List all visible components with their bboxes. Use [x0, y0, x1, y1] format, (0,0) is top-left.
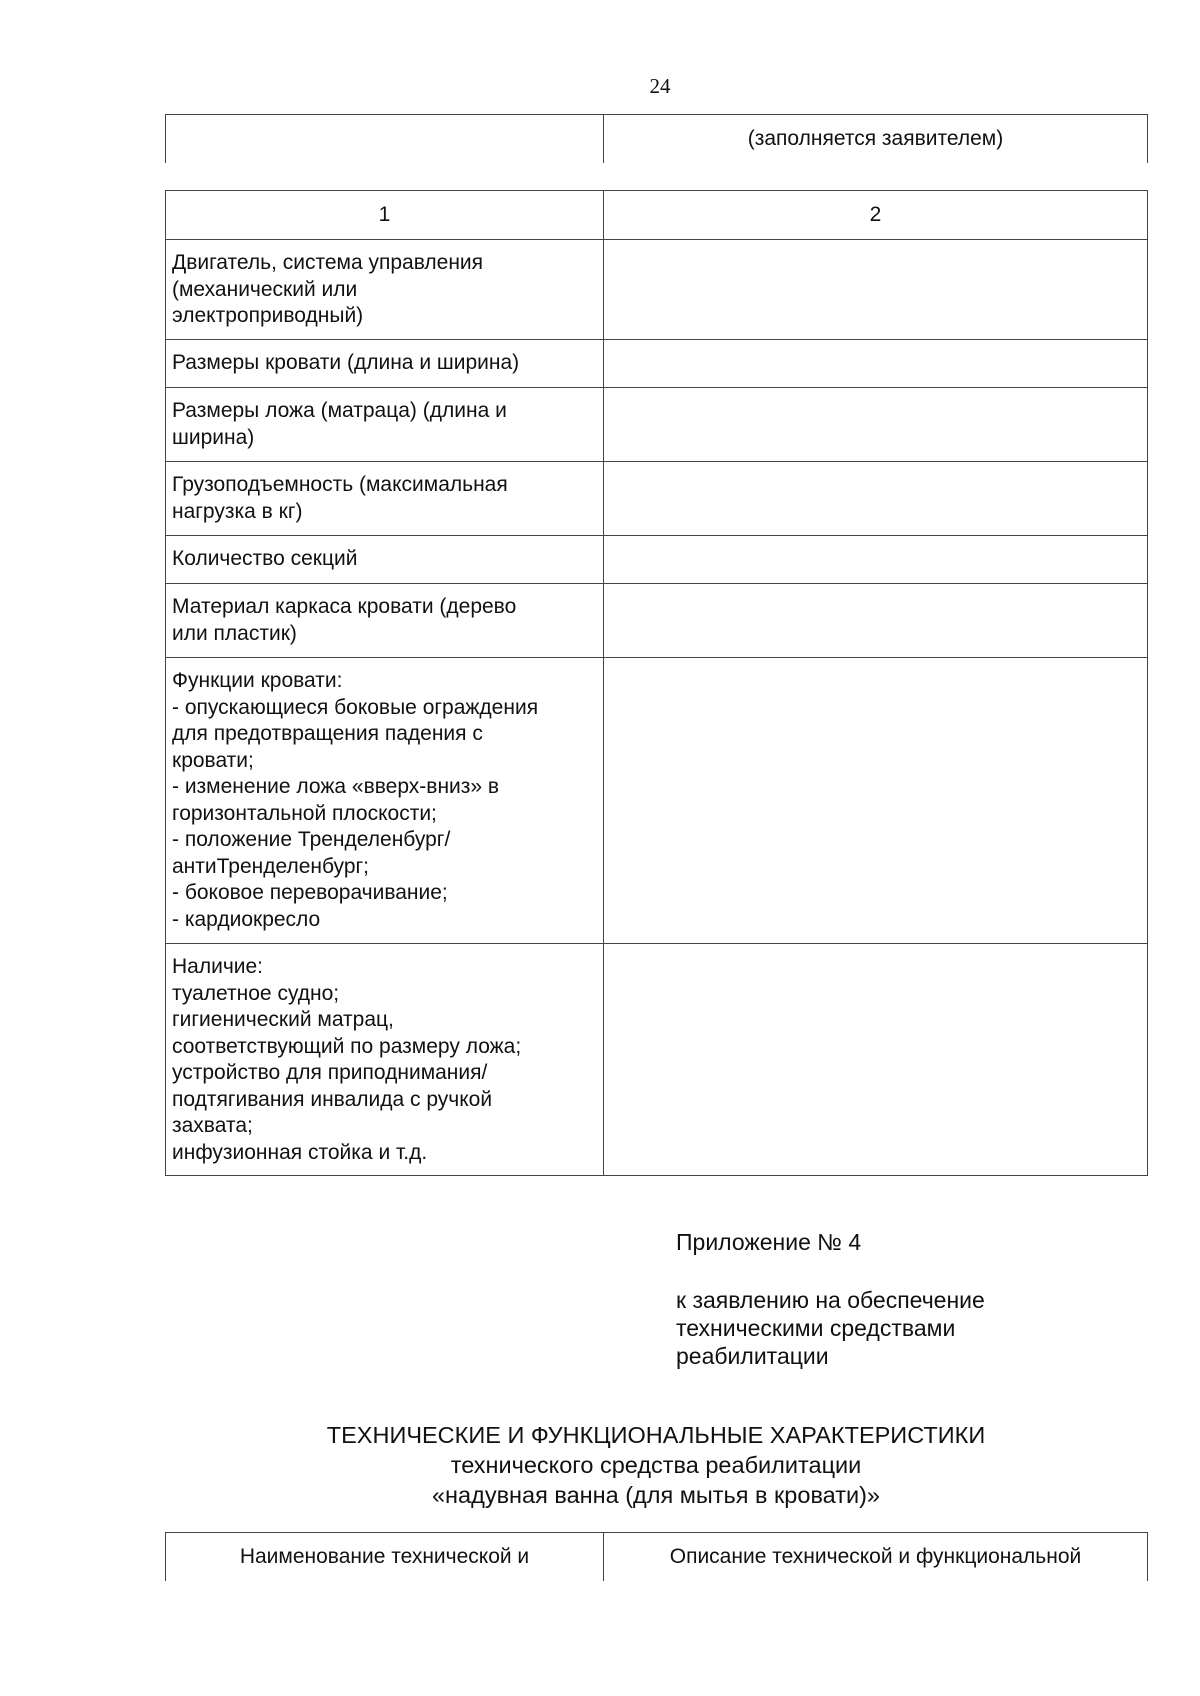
param-line: ширина) — [172, 425, 255, 449]
spec-heading — [165, 1420, 1147, 1510]
spec-heading-line: технического средства реабилитации — [450, 1452, 862, 1478]
table-row — [166, 240, 1148, 340]
table-header-row — [166, 191, 1148, 240]
list-item: антиТренделенбург; — [172, 854, 369, 878]
annex-subtitle-line: реабилитации — [676, 1343, 829, 1369]
continuation-right-cell: (заполняется заявителем) — [604, 115, 1148, 164]
param-line: электроприводный) — [172, 304, 364, 327]
availability-list — [172, 954, 597, 1166]
list-item: для предотвращения падения с — [172, 722, 483, 745]
param-cell-bed-size — [166, 340, 604, 388]
page-number: 24 — [649, 74, 671, 98]
value-cell — [604, 388, 1148, 462]
annex-subtitle-line: к заявлению на обеспечение — [676, 1287, 985, 1313]
list-item: туалетное судно; — [172, 981, 340, 1005]
list-item: инфузионная стойка и т.д. — [172, 1140, 428, 1164]
table-row — [166, 340, 1148, 388]
spec-table-header-row — [166, 1533, 1148, 1582]
list-item: горизонтальной плоскости; — [172, 801, 437, 825]
functions-list — [172, 668, 597, 933]
param-line: (механический или — [172, 277, 358, 301]
value-cell — [604, 536, 1148, 584]
list-item: захвата; — [172, 1114, 253, 1137]
list-item: - положение Тренделенбург/ — [172, 828, 451, 851]
param-line: Размеры кровати (длина и ширина) — [172, 351, 520, 374]
param-line: Грузоподъемность (максимальная — [172, 473, 508, 496]
value-cell — [604, 340, 1148, 388]
list-item: кровати; — [172, 748, 254, 772]
value-cell — [604, 462, 1148, 536]
characteristics-table — [165, 190, 1148, 1176]
param-cell-load-capacity — [166, 462, 604, 536]
table-row — [166, 584, 1148, 658]
list-item: гигиенический матрац, — [172, 1008, 394, 1031]
list-item: Наличие: — [172, 955, 264, 978]
param-line: Количество секций — [172, 547, 358, 570]
list-item: - опускающиеся боковые ограждения — [172, 695, 539, 719]
value-cell — [604, 944, 1148, 1176]
list-item: - боковое переворачивание; — [172, 881, 448, 904]
spec-heading-line: «надувная ванна (для мытья в кровати)» — [431, 1482, 880, 1508]
table-row — [166, 462, 1148, 536]
value-cell — [604, 584, 1148, 658]
list-item: подтягивания инвалида с ручкой — [172, 1087, 493, 1111]
value-cell — [604, 240, 1148, 340]
annex-subtitle-line: техническими средствами — [676, 1315, 956, 1341]
list-item: - кардиокресло — [172, 907, 321, 931]
param-line: Размеры ложа (матраца) (длина и — [172, 399, 507, 422]
column-number-2: 2 — [604, 191, 1148, 240]
column-header-name: Наименование технической и — [166, 1533, 604, 1582]
annex-block — [676, 1228, 1096, 1370]
param-line: или пластик) — [172, 621, 297, 645]
list-item: Функции кровати: — [172, 669, 343, 692]
list-item: - изменение ложа «вверх-вниз» в — [172, 775, 500, 798]
column-number-1: 1 — [166, 191, 604, 240]
list-item: устройство для приподнимания/ — [172, 1061, 488, 1084]
spec-table — [165, 1532, 1148, 1581]
continuation-row — [166, 115, 1148, 164]
param-line: Двигатель, система управления — [172, 251, 484, 274]
param-cell-functions — [166, 658, 604, 944]
table-row — [166, 658, 1148, 944]
spec-heading-line: ТЕХНИЧЕСКИЕ И ФУНКЦИОНАЛЬНЫЕ ХАРАКТЕРИСТИКИ — [326, 1422, 986, 1448]
param-cell-mattress-size — [166, 388, 604, 462]
continuation-left-cell — [166, 115, 604, 164]
list-item: соответствующий по размеру ложа; — [172, 1034, 522, 1058]
value-cell — [604, 658, 1148, 944]
param-line: Материал каркаса кровати (дерево — [172, 595, 517, 618]
annex-title: Приложение № 4 — [676, 1229, 862, 1255]
param-line: нагрузка в кг) — [172, 499, 303, 523]
continuation-table — [165, 114, 1148, 163]
param-cell-sections — [166, 536, 604, 584]
param-cell-frame-material — [166, 584, 604, 658]
table-row — [166, 388, 1148, 462]
column-header-description: Описание технической и функциональной — [604, 1533, 1148, 1582]
param-cell-availability — [166, 944, 604, 1176]
table-row — [166, 944, 1148, 1176]
table-row — [166, 536, 1148, 584]
param-cell-motor — [166, 240, 604, 340]
